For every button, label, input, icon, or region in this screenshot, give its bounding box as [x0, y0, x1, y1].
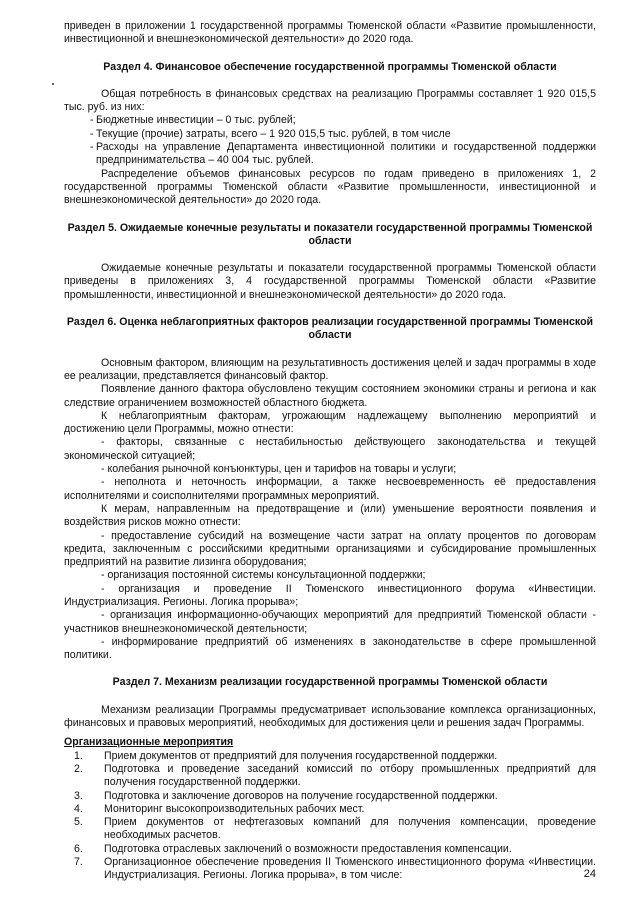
section-6-paragraph: - организация информационно-обучающих мероприятий для предприятий Тюменской области - участников внешнеэкономической деятельности; — [64, 609, 596, 635]
list-item-text: Организационное обеспечение проведения II Тюменского инвестиционного форума «Инвестиции. Индустриализация. Регионы. Логика прорыва», в том числе: — [104, 856, 596, 882]
section-6-heading: Раздел 6. Оценка неблагоприятных факторов реализации государственной программы Тюменской области — [66, 316, 594, 342]
list-item — [64, 856, 596, 883]
list-item-number: 7. — [74, 856, 83, 869]
list-item: - Расходы на управление Департамента инвестиционной политики и государственной поддержки предпринимательства – 40 004 тыс. рублей. — [64, 141, 596, 168]
section-6-paragraph: - неполнота и неточность информации, а также несвоевременность её предоставления исполнителями и соисполнителями программных мероприятий. — [64, 476, 596, 502]
section-5-paragraph: Ожидаемые конечные результаты и показатели государственной программы Тюменской области приведены в приложениях 3, 4 государственной программы Тюменской области «Развитие промышленности, инвестиционной и внешнеэкономической деятельности» до 2020 года. — [64, 262, 596, 301]
document-body — [64, 20, 596, 883]
list-item-number: 1. — [74, 749, 83, 762]
list-item — [64, 790, 596, 803]
list-item: - Бюджетные инвестиции – 0 тыс. рублей; — [64, 114, 596, 127]
list-item-text: Подготовка отраслевых заключений о возможности предоставления компенсации. — [104, 842, 512, 855]
section-7-paragraph: Механизм реализации Программы предусматривает использование комплекса организационных, финансовых и правовых мероприятий, необходимых для достижения цели и решения задач Программы. — [64, 703, 596, 730]
section-4-paragraph: Общая потребность в финансовых средствах на реализацию Программы составляет 1 920 015,5 тыс. руб. из них: — [64, 87, 596, 114]
list-item-text: Подготовка и проведение заседаний комиссий по отбору промышленных предприятий для получения государственной поддержки. — [104, 762, 596, 789]
scan-speck — [52, 83, 54, 85]
section-6-paragraph: - организация и проведение II Тюменского инвестиционного форума «Инвестиции. Индустриализация. Регионы. Логика прорыва»; — [64, 582, 596, 608]
section-7-heading: Раздел 7. Механизм реализации государственной программы Тюменской области — [112, 676, 548, 689]
list-item-text: Прием документов от нефтегазовых компаний для получения компенсации, проведение необходимых расчетов. — [104, 816, 596, 842]
section-4-list — [64, 114, 596, 167]
list-item — [64, 816, 596, 843]
list-item-number: 3. — [74, 789, 83, 802]
list-item-text: Прием документов от предприятий для получения государственной поддержки. — [104, 749, 498, 762]
section-7-subheading: Организационные мероприятия — [64, 736, 234, 749]
section-6-paragraph: К мерам, направленным на предотвращение и (или) уменьшение вероятности появления и воздействия рисков можно отнести: — [64, 502, 596, 529]
section-5-heading: Раздел 5. Ожидаемые конечные результаты и показатели государственной программы Тюменской области — [67, 221, 593, 247]
section-6-paragraph: Основным фактором, влияющим на результативность достижения целей и задач программы в ходе ее реализации, представляется финансовый фактор. — [64, 356, 596, 382]
section-6-paragraph: - информирование предприятий об изменениях в законодательстве в сфере промышленной политики. — [64, 635, 596, 662]
list-item-number: 2. — [74, 762, 83, 775]
section-6-paragraph: - организация постоянной системы консультационной поддержки; — [101, 569, 426, 582]
list-item — [64, 750, 596, 763]
list-item-number: 4. — [74, 802, 83, 815]
section-4-heading: Раздел 4. Финансовое обеспечение государственной программы Тюменской области — [103, 60, 557, 73]
section-6-paragraph: Появление данного фактора обусловлено текущим состоянием экономики страны и региона и как следствие ограничением возможностей областного бюджета. — [64, 383, 596, 409]
list-item-text: Подготовка и заключение договоров на получение государственной поддержки. — [104, 789, 498, 802]
section-6-paragraph: К неблагоприятным факторам, угрожающим надлежащему выполнению мероприятий и достижению цели Программы, можно отнести: — [64, 409, 596, 436]
section-7-list — [64, 750, 596, 883]
list-item-number: 5. — [74, 816, 83, 829]
list-item: - Текущие (прочие) затраты, всего – 1 920 015,5 тыс. рублей, в том числе — [64, 128, 596, 141]
list-item — [64, 763, 596, 790]
list-item-number: 6. — [74, 842, 83, 855]
section-4-paragraph: Распределение объемов финансовых ресурсов по годам приведено в приложениях 1, 2 государственной программы Тюменской области «Развитие промышленности, инвестиционной и внешнеэкономической деятельности» до 2020 года. — [64, 167, 596, 207]
intro-paragraph: приведен в приложении 1 государственной программы Тюменской области «Развитие промышленности, инвестиционной и внешнеэкономической деятельности» до 2020 года. — [64, 20, 596, 46]
section-6-paragraph: - предоставление субсидий на возмещение части затрат на оплату процентов по договорам кредита, заключенным с российскими кредитными организациями и субсидирование промышленных предприятий на развитие лизинга оборудования; — [64, 529, 596, 569]
list-item — [64, 843, 596, 856]
list-item — [64, 803, 596, 816]
section-6-paragraph: - факторы, связанные с нестабильностью действующего законодательства и текущей экономической ситуацией; — [64, 436, 596, 462]
page-number: 24 — [583, 868, 596, 880]
list-item-text: Мониторинг высокопроизводительных рабочих мест. — [104, 802, 365, 815]
section-6-paragraph: - колебания рыночной конъюнктуры, цен и тарифов на товары и услуги; — [101, 463, 457, 476]
